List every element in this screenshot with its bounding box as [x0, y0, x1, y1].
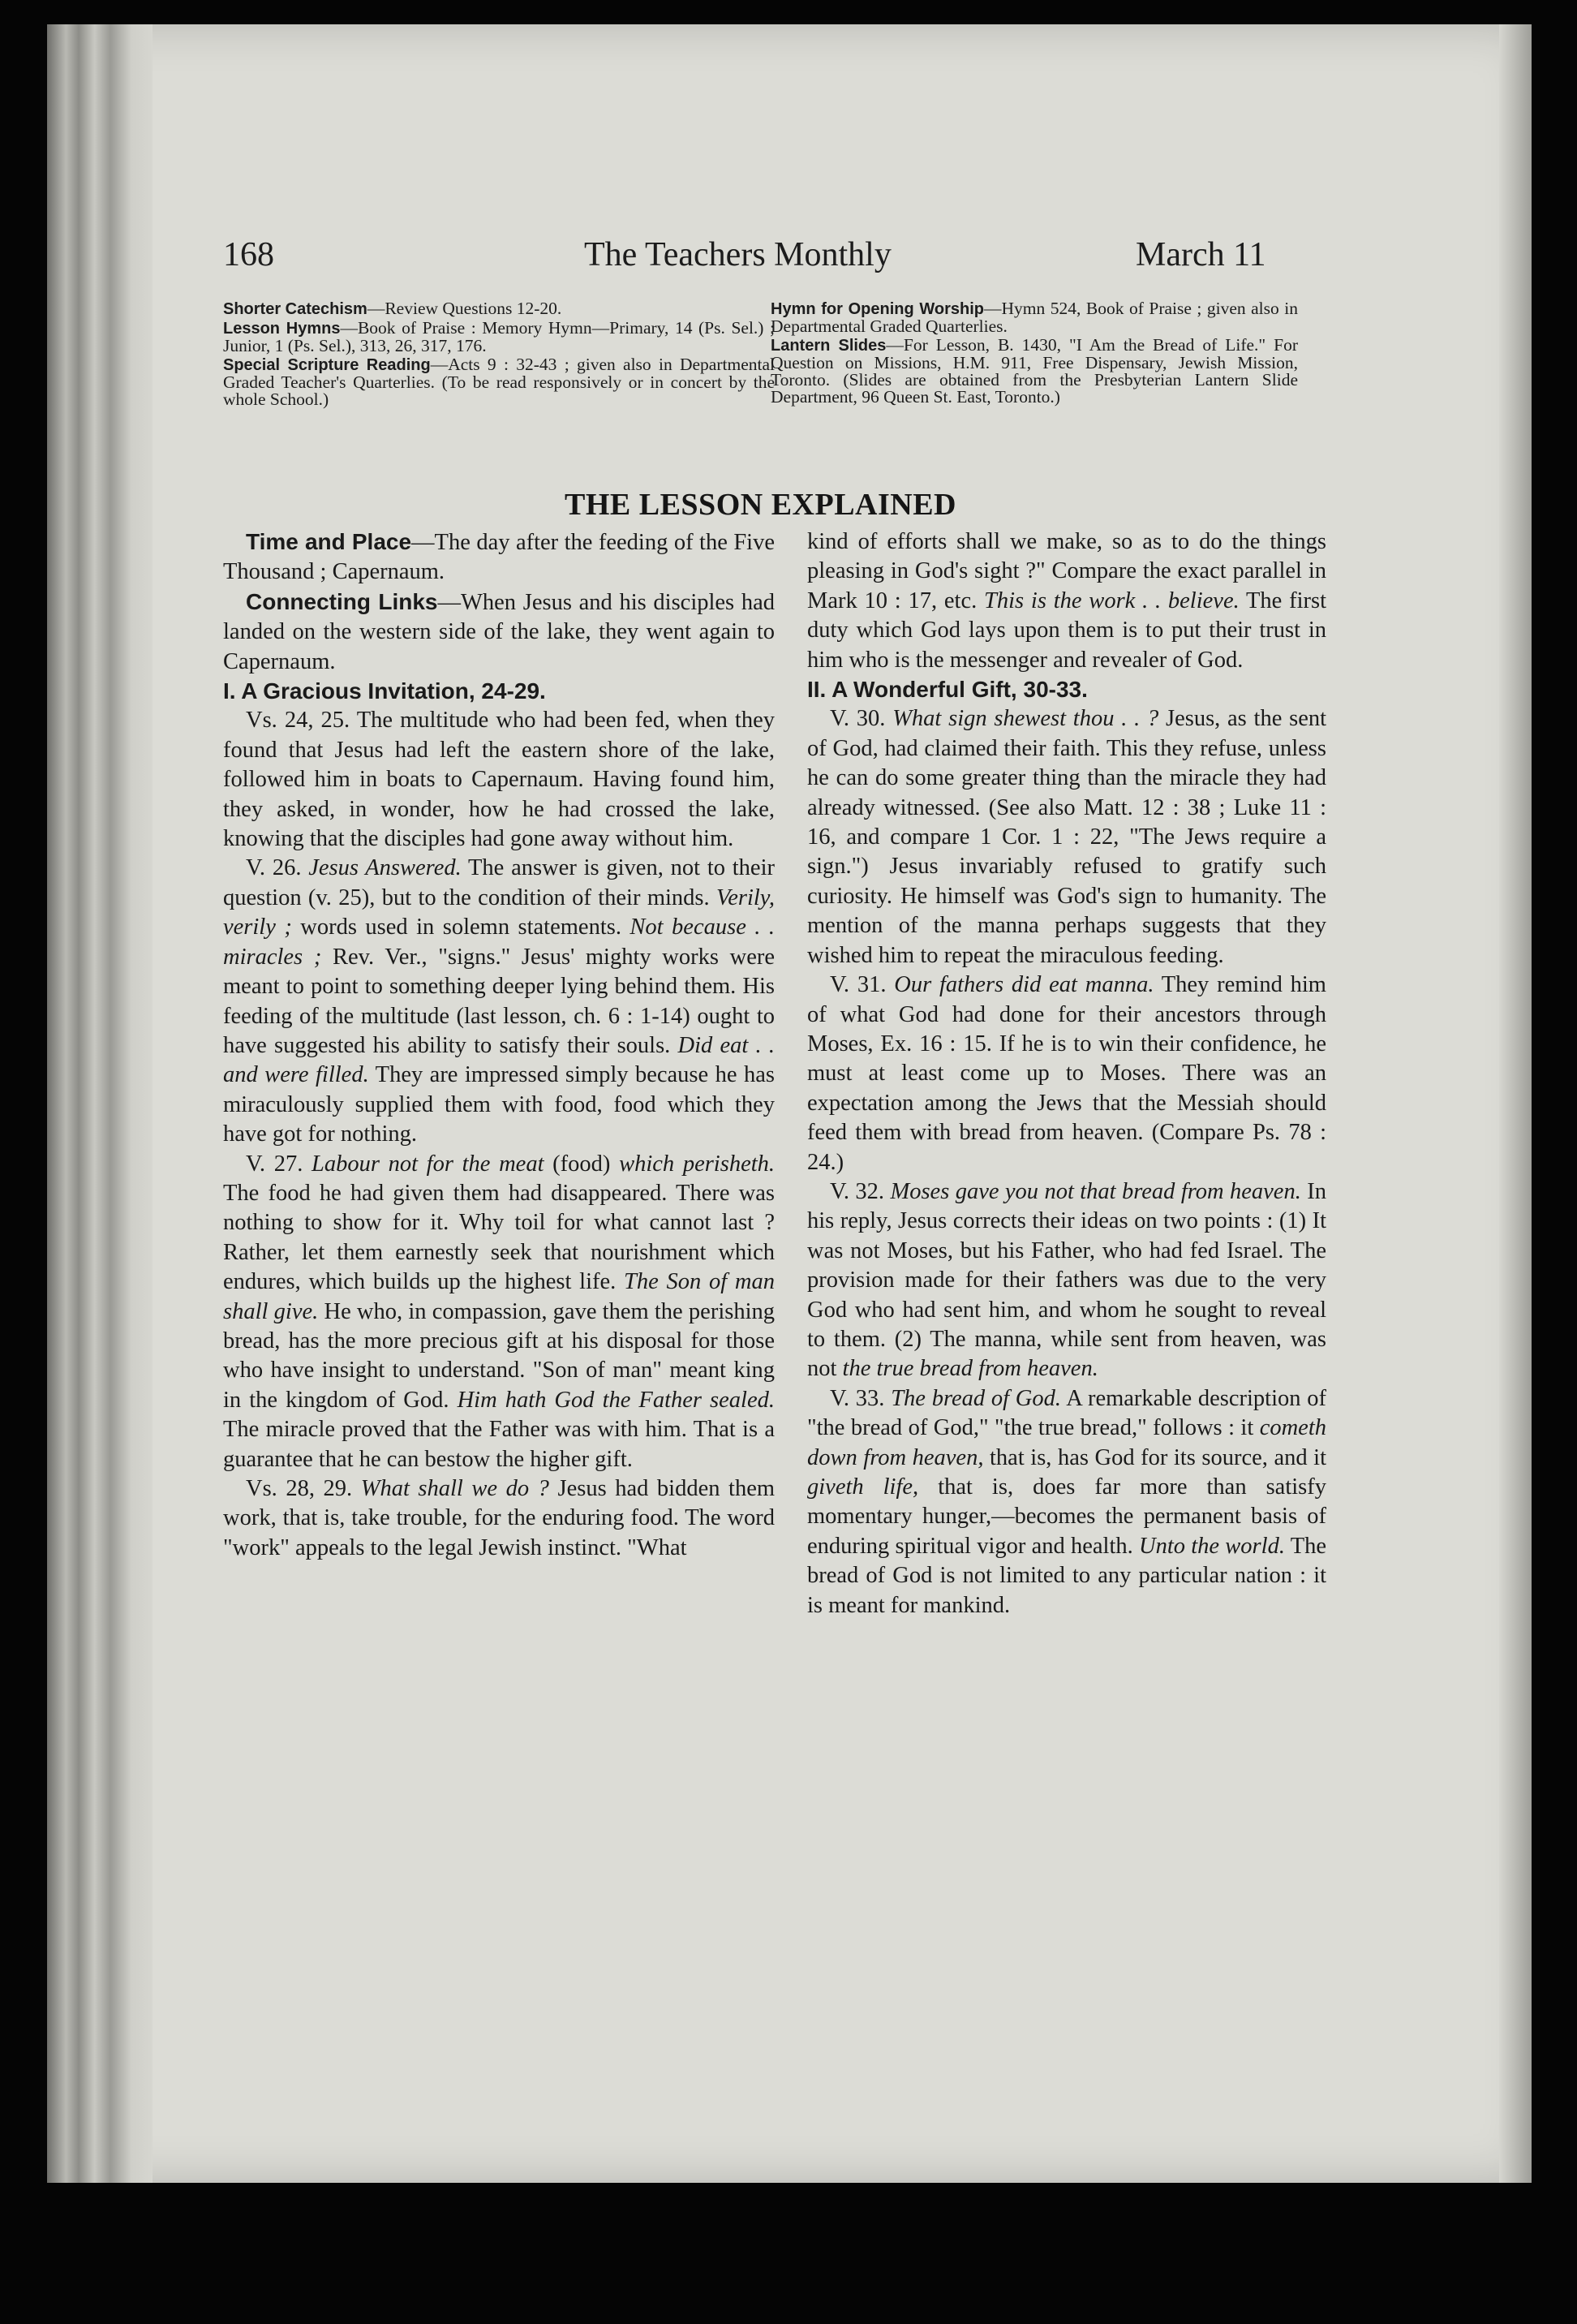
commentary: that is, does far more than satisfy momentary hunger,—becomes the permanent basis of enduring spiritual vigor and health.: [807, 1474, 1327, 1559]
connecting-links-text: —When Jesus and his disciples had landed on the western side of the lake, they went again to Capernaum.: [223, 589, 775, 674]
verse-ref: V. 30.: [830, 706, 886, 732]
commentary: Rev. Ver., "signs." Jesus' mighty works were meant to point to something deeper lying behind them. His feeding of the multitude (last lesson, ch. 6 : 1-14) ought to have suggested his ability to satisfy their souls.: [223, 944, 776, 1058]
lesson-info-left: [223, 300, 775, 410]
quote: giveth life,: [807, 1474, 919, 1500]
hymns-line: [223, 320, 775, 355]
quote: cometh down from heaven,: [807, 1415, 1327, 1470]
quote: Labour not for the meat: [312, 1151, 544, 1177]
quote: Our fathers did eat manna.: [894, 972, 1154, 998]
verse-28-29-paragraph: [223, 1474, 775, 1563]
right-column: [807, 527, 1326, 1620]
quote: Did eat . . and were filled.: [223, 1032, 775, 1088]
quote: Jesus Answered.: [308, 855, 462, 881]
commentary: that is, has God for its source, and it: [990, 1444, 1326, 1470]
verse-ref: V. 27.: [246, 1151, 303, 1177]
time-place-paragraph: [223, 527, 775, 587]
page-number: 168: [223, 236, 274, 273]
section-title: THE LESSON EXPLAINED: [564, 488, 956, 522]
reading-text: —Acts 9 : 32-43 ; given also in Departmental Graded Teacher's Quarterlies. (To be read responsively or in concert by the whole School.): [223, 355, 775, 409]
quote: which perisheth.: [619, 1151, 776, 1177]
commentary: In his reply, Jesus corrects their ideas on two points : (1) It was not Moses, but his Father, who had fed Israel. The provision made for their fathers was due to the very God who had sent him, and whom he sought to reveal to them. (2) The manna, while sent from heaven, was not: [807, 1178, 1326, 1382]
continued-paragraph: [807, 527, 1326, 675]
time-place-text: —The day after the feeding of the Five Thousand ; Capernaum.: [223, 530, 775, 585]
verse-ref: Vs. 28, 29.: [246, 1476, 353, 1501]
section-heading-1: I. A Gracious Invitation, 24-29.: [223, 678, 546, 704]
quote: What shall we do ?: [360, 1476, 549, 1501]
catechism-text: —Review Questions 12-20.: [367, 299, 562, 318]
issue-date: March 11: [1136, 236, 1266, 273]
section-heading-2: II. A Wonderful Gift, 30-33.: [807, 677, 1088, 703]
quote: The bread of God.: [891, 1385, 1062, 1411]
quote: Verily, verily ;: [223, 884, 775, 940]
quote: Unto the world.: [1139, 1533, 1285, 1559]
verse-ref: V. 32.: [830, 1178, 885, 1204]
quote: This is the work . . believe.: [984, 587, 1240, 613]
reading-line: [223, 356, 775, 408]
commentary: The miracle proved that the Father was with him. That is a guarantee that he can bestow the higher gift.: [223, 1417, 775, 1472]
quote: Him hath God the Father sealed.: [457, 1387, 775, 1413]
page-binding-edge: [47, 24, 153, 2183]
hymns-label: Lesson Hymns: [223, 320, 341, 338]
commentary: They are impressed simply because he has miraculously supplied them with food, food which they have got for nothing.: [223, 1062, 775, 1147]
verse-27-paragraph: [223, 1150, 775, 1474]
commentary: The bread of God is not limited to any particular nation : it is meant for mankind.: [807, 1533, 1326, 1618]
lantern-slides-label: Lantern Slides: [771, 337, 887, 355]
time-place-label: Time and Place: [246, 529, 412, 554]
verse-26-paragraph: [223, 854, 775, 1149]
commentary: (food): [552, 1151, 611, 1177]
opening-hymn-text: —Hymn 524, Book of Praise ; given also in Departmental Graded Quarterlies.: [771, 299, 1298, 336]
opening-hymn-label: Hymn for Opening Worship: [771, 300, 984, 318]
commentary: words used in solemn statements.: [300, 915, 621, 940]
verse-ref: V. 33.: [830, 1385, 885, 1411]
connecting-links-paragraph: [223, 587, 775, 677]
quote: Not because . . miracles ;: [223, 915, 776, 970]
commentary: The food he had given them had disappeared. There was nothing to show for it. Why toil for what cannot last ? Rather, let them earnestly seek that nourishment which endures, which builds up the highest life.: [223, 1180, 775, 1295]
quote: Moses gave you not that bread from heaven.: [890, 1178, 1301, 1204]
verse-33-paragraph: [807, 1384, 1326, 1620]
catechism-line: [223, 300, 775, 318]
commentary: Jesus, as the sent of God, had claimed their faith. This they refuse, unless he can do some greater thing than the miracle they had already witnessed. (See also Matt. 12 : 38 ; Luke 11 : 16, and compare 1 Cor. 1 : 22, "The Jews require a sign.") Jesus invariably refused to gratify such curiosity. He himself was God's sign to humanity. The mention of the manna perhaps suggests that they wished him to repeat the miraculous feeding.: [807, 706, 1327, 968]
running-title: The Teachers Monthly: [584, 236, 892, 273]
commentary: They remind him of what God had done for their ancestors through Moses, Ex. 16 : 15. If he is to win their confidence, he must at least come up to Moses. There was an expectation among the Jews that the Messiah should feed them with bread from heaven. (Compare Ps. 78 : 24.): [807, 972, 1326, 1175]
hymns-text: —Book of Praise : Memory Hymn—Primary, 14 (Ps. Sel.) ; Junior, 1 (Ps. Sel.), 313, 26, 317, 176.: [223, 318, 775, 355]
commentary: Jesus had bidden them work, that is, take trouble, for the enduring food. The word "work" appeals to the legal Jewish instinct. "What: [223, 1476, 776, 1560]
verse-31-paragraph: [807, 970, 1326, 1177]
commentary: He who, in compassion, gave them the perishing bread, has the more precious gift at his disposal for those who have insight to understand. "Son of man" meant king in the kingdom of God.: [223, 1298, 775, 1413]
commentary: kind of efforts shall we make, so as to do the things pleasing in God's sight ?" Compare the exact parallel in Mark 10 : 17, etc.: [807, 529, 1326, 613]
verse-24-25-paragraph: Vs. 24, 25. The multitude who had been fed, when they found that Jesus had left the eastern shore of the lake, followed him in boats to Capernaum. Having found him, they asked, in wonder, how he had crossed the lake, knowing that the disciples had gone away without him.: [223, 708, 775, 852]
verse-30-paragraph: [807, 704, 1326, 970]
lantern-slides-text: —For Lesson, B. 1430, "I Am the Bread of Life." For Question on Missions, H.M. 911, Free Dispensary, Jewish Mission, Toronto. (Slides are obtained from the Presbyterian Lantern Slide Department, 96 Queen St. East, Toronto.): [771, 335, 1298, 407]
lesson-info-right: [771, 300, 1298, 407]
left-column: [223, 527, 775, 1563]
commentary: The first duty which God lays upon them is to put their trust in him who is the messenger and revealer of God.: [807, 587, 1326, 673]
verse-ref: V. 26.: [246, 855, 302, 881]
reading-label: Special Scripture Reading: [223, 356, 431, 374]
opening-hymn-line: [771, 300, 1298, 335]
connecting-links-label: Connecting Links: [246, 588, 438, 614]
commentary: A remarkable description of "the bread of God," "the true bread," follows : it: [807, 1385, 1327, 1441]
quote: What sign shewest thou . . ?: [892, 706, 1159, 732]
commentary: The answer is given, not to their question (v. 25), but to the condition of their minds.: [223, 855, 775, 910]
verse-32-paragraph: [807, 1177, 1326, 1384]
catechism-label: Shorter Catechism: [223, 300, 367, 318]
verse-ref: V. 31.: [830, 972, 887, 998]
quote: The Son of man shall give.: [223, 1269, 776, 1324]
page-right-edge: [1499, 24, 1532, 2183]
quote: the true bread from heaven.: [842, 1356, 1098, 1382]
lantern-slides-line: [771, 337, 1298, 406]
